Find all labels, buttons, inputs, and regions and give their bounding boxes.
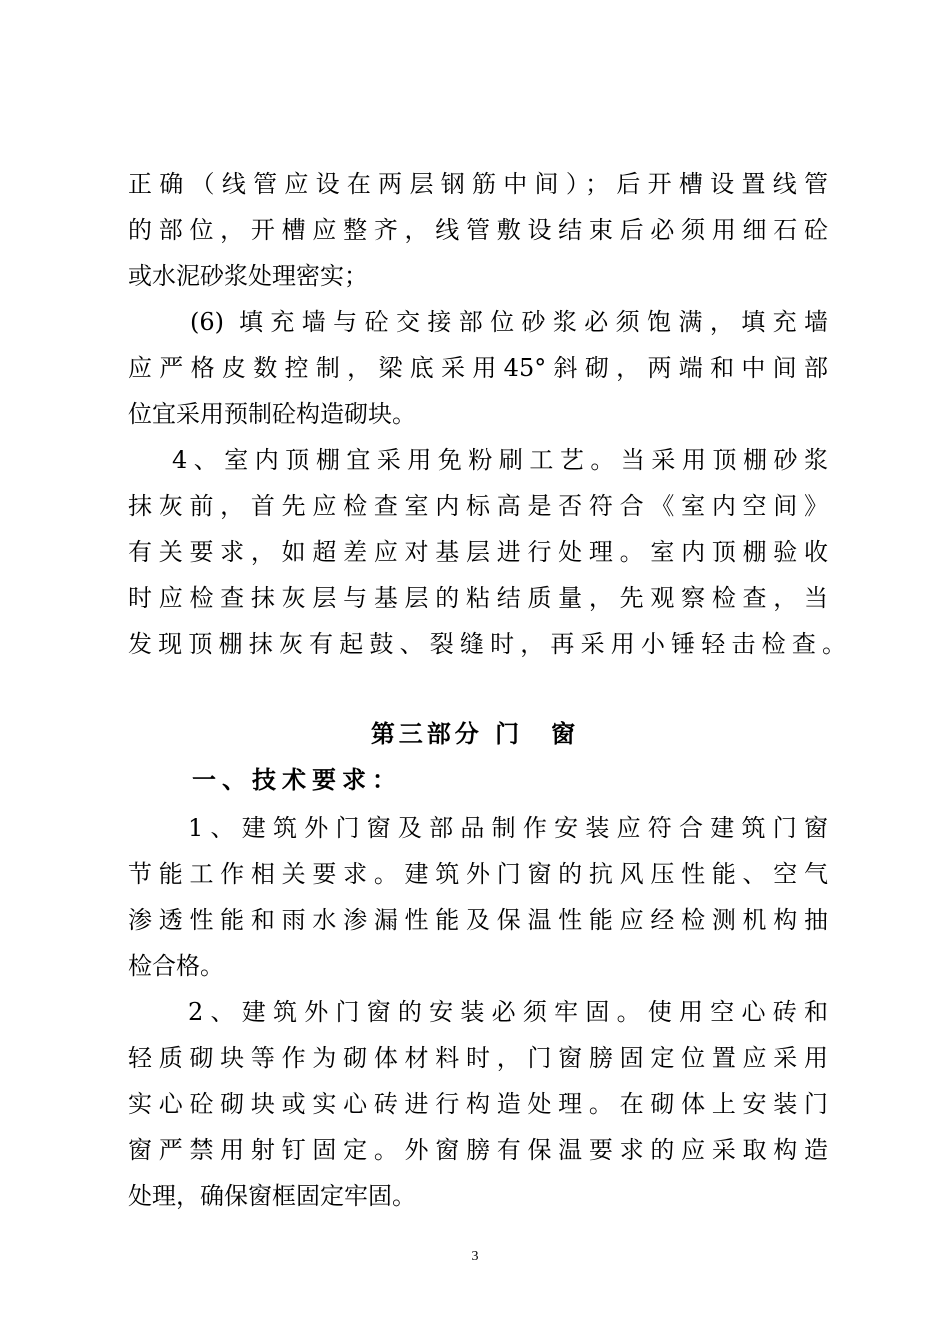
text-line: 检合格。 xyxy=(128,952,224,980)
text-line: 时应检查抹灰层与基层的粘结质量，先观察检查，当 xyxy=(128,584,828,612)
text-line: 实心砼砌块或实心砖进行构造处理。在砌体上安装门 xyxy=(128,1090,828,1118)
sub-heading: 一、技术要求： xyxy=(192,765,402,794)
text-line: 渗透性能和雨水渗漏性能及保温性能应经检测机构抽 xyxy=(128,906,828,934)
text-line: 位宜采用预制砼构造砌块。 xyxy=(128,400,416,428)
text-line: 2、建筑外门窗的安装必须牢固。使用空心砖和 xyxy=(188,998,828,1026)
text-line: 发现顶棚抹灰有起鼓、裂缝时，再采用小锤轻击检查。 xyxy=(128,630,846,658)
text-line: 有关要求，如超差应对基层进行处理。室内顶棚验收 xyxy=(128,538,828,566)
text-line: 节能工作相关要求。建筑外门窗的抗风压性能、空气 xyxy=(128,860,828,888)
text-line: 轻质砌块等作为砌体材料时，门窗膀固定位置应采用 xyxy=(128,1044,828,1072)
text-line: 正确（线管应设在两层钢筋中间）；后开槽设置线管 xyxy=(128,170,828,198)
text-line: 窗严禁用射钉固定。外窗膀有保温要求的应采取构造 xyxy=(128,1136,828,1164)
text-line: 1、建筑外门窗及部品制作安装应符合建筑门窗 xyxy=(188,814,828,842)
text-line: 抹灰前，首先应检查室内标高是否符合《室内空间》 xyxy=(128,492,828,520)
text-line: 的部位，开槽应整齐，线管敷设结束后必须用细石砼 xyxy=(128,216,828,244)
text-line: 或水泥砂浆处理密实； xyxy=(128,262,368,290)
section-title: 第三部分 门 窗 xyxy=(370,719,580,748)
text-line: 4、室内顶棚宜采用免粉刷工艺。当采用顶棚砂浆 xyxy=(172,446,828,474)
page-number: 3 xyxy=(471,1249,479,1264)
text-line: (6) 填充墙与砼交接部位砂浆必须饱满，填充墙 xyxy=(190,308,828,336)
text-line: 处理，确保窗框固定牢固。 xyxy=(128,1182,416,1210)
text-line: 应严格皮数控制，梁底采用45°斜砌，两端和中间部 xyxy=(128,354,828,382)
